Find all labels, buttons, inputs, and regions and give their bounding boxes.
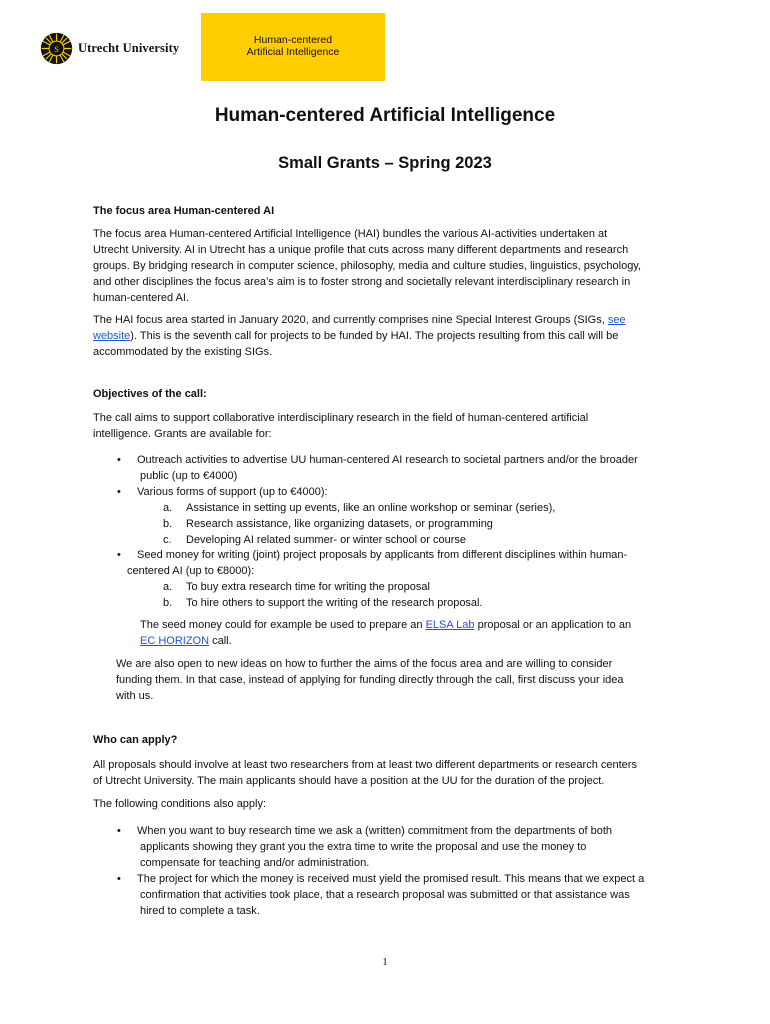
bullet3-item-b-text: To hire others to support the writing of the research proposal. <box>186 597 483 609</box>
bullet2-line1: Various forms of support (up to €4000): <box>137 486 328 498</box>
who-para-line2: of Utrecht University. The main applicants should have a position at the UU for the duration of the project. <box>93 775 605 787</box>
utrecht-university-logo <box>40 31 179 65</box>
elsa-lab-link[interactable]: ELSA Lab <box>425 619 475 631</box>
bullet-icon: • <box>117 825 121 837</box>
ec-horizon-link[interactable]: EC HORIZON <box>140 635 210 647</box>
page-number: 1 <box>382 956 388 968</box>
who-para-line1: All proposals should involve at least two researchers from at least two different departments or research centers <box>93 759 637 771</box>
bullet3-line1: Seed money for writing (joint) project proposals by applicants from different disciplines within human- <box>137 549 628 561</box>
university-name: Utrecht University <box>78 40 180 55</box>
seed-money-line2 <box>140 633 232 649</box>
bullet3-line2: centered AI (up to €8000): <box>127 565 255 577</box>
objectives-intro-line2: intelligence. Grants are available for: <box>93 428 272 440</box>
objectives-intro-line1: The call aims to support collaborative interdisciplinary research in the field of human-centered artificial <box>93 412 589 424</box>
bullet2-item-b-marker: b. <box>163 518 173 530</box>
website-link[interactable]: website <box>93 330 131 342</box>
hai-logo-line2: Artificial Intelligence <box>246 46 340 58</box>
who-heading: Who can apply? <box>93 734 178 746</box>
bullet2-item-a-text: Assistance in setting up events, like an online workshop or seminar (series), <box>186 502 556 514</box>
seed-text2: proposal or an application to an <box>474 619 632 631</box>
bullet3-item-a-marker: a. <box>163 581 173 593</box>
focus-para2-line3: accommodated by the existing SIGs. <box>93 346 273 358</box>
bullet2-item-c-marker: c. <box>163 534 172 546</box>
condition2-line1: The project for which the money is received must yield the promised result. This means that we expect a <box>137 873 645 885</box>
bullet3-item-a-text: To buy extra research time for writing the proposal <box>186 581 430 593</box>
bullet3-item-b-marker: b. <box>163 597 173 609</box>
ideas-line1: We are also open to new ideas on how to further the aims of the focus area and are willing to consider <box>116 658 613 670</box>
bullet2-item-c-text: Developing AI related summer- or winter school or course <box>186 534 467 546</box>
seed-text1: The seed money could for example be used to prepare an <box>140 619 426 631</box>
focus-para1-line2: Utrecht University. AI in Utrecht has a unique profile that cuts across many different departments and research <box>93 244 629 256</box>
focus-para2-line1 <box>93 312 678 328</box>
focus-para1-line1: The focus area Human-centered Artificial Intelligence (HAI) bundles the various AI-activities undertaken at <box>93 228 608 240</box>
focus-para2-text2: ). This is the seventh call for projects to be funded by HAI. The projects resulting from this call will be <box>130 330 619 342</box>
focus-para1-line3: groups. By bridging research in computer science, philosophy, media and culture studies, linguistics, psychology, <box>93 260 642 272</box>
objectives-heading: Objectives of the call: <box>93 388 207 400</box>
focus-heading: The focus area Human-centered AI <box>93 205 275 217</box>
focus-para2-line2 <box>93 328 678 344</box>
bullet1-line2: public (up to €4000) <box>140 470 238 482</box>
hai-logo-box <box>201 13 385 81</box>
document-title: Human-centered Artificial Intelligence <box>214 105 556 126</box>
condition1-line2: applicants showing they grant you the extra time to write the proposal and use the money to <box>140 841 587 853</box>
bullet2-item-a-marker: a. <box>163 502 173 514</box>
seed-money-line1 <box>140 617 631 633</box>
bullet1-line1: Outreach activities to advertise UU human-centered AI research to societal partners and/or the broader <box>137 454 638 466</box>
bullet-icon: • <box>117 486 121 498</box>
conditions-intro: The following conditions also apply: <box>93 798 267 810</box>
bullet-icon: • <box>117 454 121 466</box>
document-subtitle: Small Grants – Spring 2023 <box>278 154 492 172</box>
see-link[interactable]: see <box>607 314 626 326</box>
university-seal-icon <box>40 32 73 65</box>
condition1-line3: compensate for teaching and/or administration. <box>140 857 370 869</box>
ideas-line3: with us. <box>116 690 154 702</box>
bullet-icon: • <box>117 873 121 885</box>
condition2-line3: hired to complete a task. <box>140 905 260 917</box>
ideas-line2: funding them. In that case, instead of applying for funding directly through the call, first discuss your idea <box>116 674 624 686</box>
bullet-icon: • <box>117 549 121 561</box>
focus-para2-text1: The HAI focus area started in January 2020, and currently comprises nine Special Interest Groups (SIGs, <box>93 314 608 326</box>
focus-para1-line4: and other disciplines the focus area’s aim is to foster strong and societally relevant interdisciplinary research in <box>93 276 631 288</box>
condition1-line1: When you want to buy research time we ask a (written) commitment from the departments of both <box>137 825 613 837</box>
focus-para1-line5: human-centered AI. <box>93 292 190 304</box>
condition2-line2: confirmation that activities took place, that a research proposal was submitted or that assistance was <box>140 889 630 901</box>
seed-text3: call. <box>209 635 232 647</box>
hai-logo-line1: Human-centered <box>253 34 333 46</box>
bullet2-item-b-text: Research assistance, like organizing datasets, or programming <box>186 518 493 530</box>
svg-text:S: S <box>54 44 59 54</box>
